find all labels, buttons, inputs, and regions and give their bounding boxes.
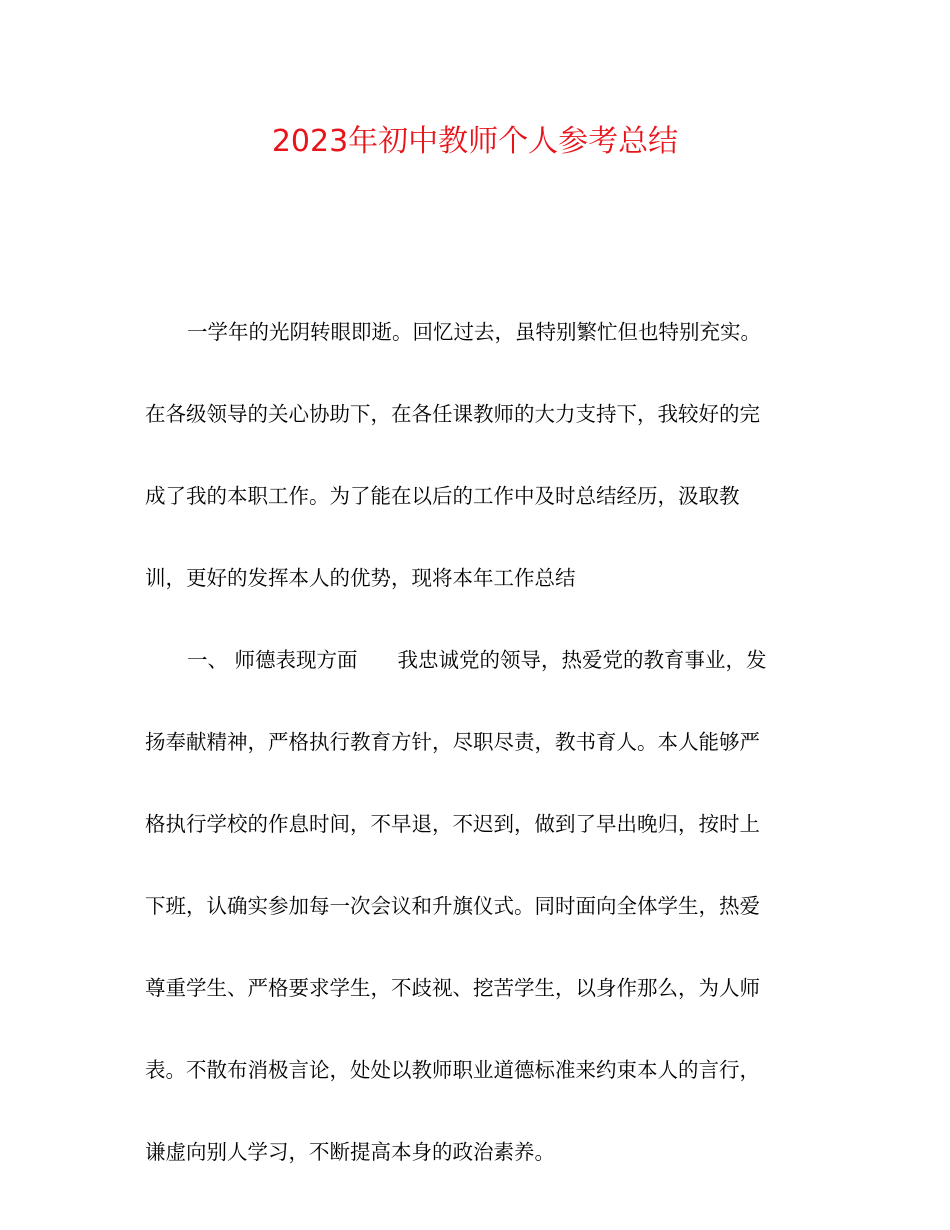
document-body xyxy=(145,312,810,1214)
paragraph-line: 在各级领导的关心协助下，在各任课教师的大力支持下，我较好的完 xyxy=(145,402,760,426)
paragraph-line: 训，更好的发挥本人的优势，现将本年工作总结 xyxy=(145,566,576,590)
section-first-line: 我忠诚党的领导，热爱党的教育事业，发 xyxy=(397,648,767,672)
document-title: 2023年初中教师个人参考总结 xyxy=(271,124,679,159)
paragraph-line: 尊重学生、严格要求学生，不歧视、挖苦学生，以身作那么，为人师 xyxy=(145,976,760,1000)
paragraph-line: 谦虚向别人学习，不断提高本身的政治素养。 xyxy=(145,1140,555,1164)
paragraph-line: 一学年的光阴转眼即逝。回忆过去，虽特别繁忙但也特别充实。 xyxy=(187,320,761,344)
section-heading-line xyxy=(145,640,810,680)
paragraph-line: 表。不散布消极言论，处处以教师职业道德标准来约束本人的言行， xyxy=(145,1058,760,1082)
paragraph-line: 下班，认确实参加每一次会议和升旗仪式。同时面向全体学生，热爱 xyxy=(145,894,760,918)
paragraph-line: 扬奉献精神，严格执行教育方针，尽职尽责，教书育人。本人能够严 xyxy=(145,730,760,754)
section-heading: 一、 师德表现方面 xyxy=(187,648,358,672)
paragraph-line: 成了我的本职工作。为了能在以后的工作中及时总结经历，汲取教 xyxy=(145,484,740,508)
paragraph-line: 格执行学校的作息时间，不早退，不迟到，做到了早出晚归，按时上 xyxy=(145,812,760,836)
